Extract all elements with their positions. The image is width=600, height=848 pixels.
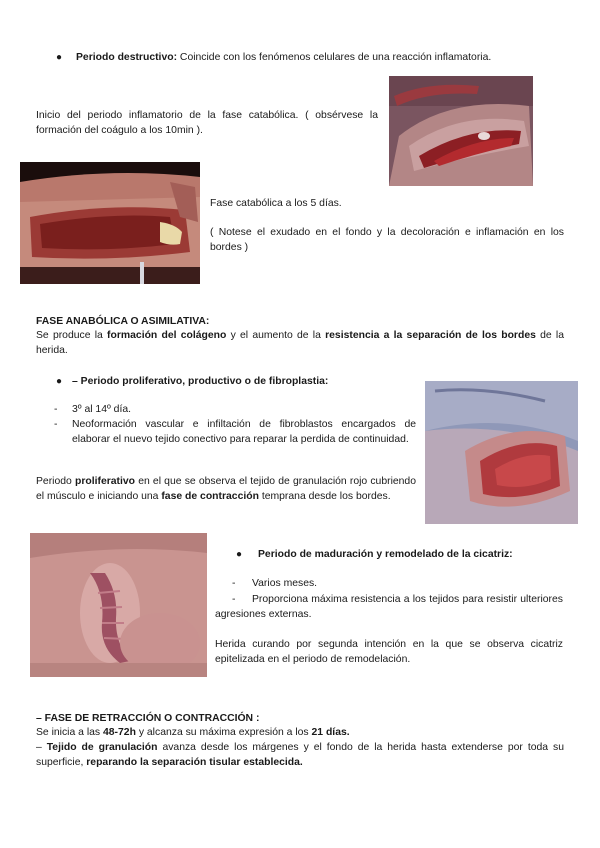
proliferative-caption bbox=[36, 474, 416, 504]
scar-photo bbox=[30, 533, 207, 677]
bullet-icon: ● bbox=[236, 549, 243, 560]
bullet-icon: ● bbox=[56, 52, 63, 63]
anabolic-paragraph bbox=[36, 328, 564, 358]
proliferative-caption-text3: temprana desde los bordes. bbox=[258, 491, 391, 502]
proliferative-caption-bold-contraction: fase de contracción bbox=[161, 491, 259, 502]
anabolic-p1-bold-resistance: resistencia a la separación de los bordes bbox=[325, 330, 536, 341]
anabolic-p1-text3: de la herida. bbox=[36, 330, 564, 356]
retraction-l2-bold-repair: reparando la separación tisular establecida. bbox=[86, 757, 303, 768]
maturation-item-1: Varios meses. bbox=[252, 578, 318, 589]
anabolic-p1-bold-collagen: formación del colágeno bbox=[107, 330, 227, 341]
inicio-inflammatory-text: Inicio del periodo inflamatorio de la fase catabólica. ( obsérvese la formación del coágulo a los 10min ). bbox=[36, 110, 378, 136]
wound-photo-10min bbox=[389, 76, 533, 186]
retraction-line-1 bbox=[36, 725, 564, 740]
destructive-period-title: Periodo destructivo: bbox=[76, 52, 178, 63]
proliferative-item-2: Neoformación vascular e infiltación de fibroblastos encargados de elaborar el nuevo tejido conectivo para reparar la perdida de continuidad. bbox=[72, 419, 416, 445]
retraction-l2-bold-granulation: Tejido de granulación bbox=[46, 742, 158, 753]
anabolic-heading: FASE ANABÓLICA O ASIMILATIVA: bbox=[36, 316, 210, 327]
destructive-period-text: Coincide con los fenómenos celulares de una reacción inflamatoria. bbox=[177, 52, 492, 63]
retraction-heading: – FASE DE RETRACCIÓN O CONTRACCIÓN : bbox=[36, 713, 260, 724]
maturation-title: Periodo de maduración y remodelado de la cicatriz: bbox=[258, 549, 513, 560]
retraction-paragraph-2 bbox=[36, 740, 564, 770]
dash-icon: - bbox=[54, 419, 58, 430]
proliferative-caption-text2: en el que se observa el tejido de granulación rojo cubriendo el músculo e iniciando una bbox=[36, 476, 416, 502]
anabolic-p1-text: Se produce la bbox=[36, 330, 108, 341]
notese-caption: ( Notese el exudado en el fondo y la decoloración e inflamación en los bordes ) bbox=[210, 227, 564, 253]
retraction-l2-text: avanza desde los márgenes y el fondo de la herida hasta extenderse por toda su superficie, bbox=[36, 742, 564, 768]
retraction-dash: – bbox=[36, 742, 47, 753]
granulation-photo bbox=[425, 381, 578, 524]
maturation-caption: Herida curando por segunda intención en la que se observa cicatriz epitelizada en el periodo de remodelación. bbox=[215, 639, 563, 665]
retraction-l1-bold-hours: 48-72h bbox=[103, 727, 136, 738]
proliferative-item-1: 3º al 14º día. bbox=[72, 404, 132, 415]
dash-icon: - bbox=[232, 578, 236, 589]
retraction-l1-text: Se inicia a las bbox=[36, 727, 103, 738]
fase-5-dias-caption: Fase catabólica a los 5 días. bbox=[210, 198, 342, 209]
anabolic-p1-text2: y el aumento de la bbox=[226, 330, 326, 341]
proliferative-caption-text: Periodo bbox=[36, 476, 75, 487]
destructive-period-line bbox=[76, 50, 576, 65]
bullet-icon: ● bbox=[56, 376, 63, 387]
maturation-item-2: Proporciona máxima resistencia a los tejidos para resistir ulteriores agresiones externas. bbox=[215, 594, 563, 620]
wound-photo-5days bbox=[20, 162, 200, 284]
dash-icon: - bbox=[54, 404, 58, 415]
dash-icon: - bbox=[232, 594, 236, 605]
proliferative-caption-bold: proliferativo bbox=[74, 476, 136, 487]
retraction-l1-bold-days: 21 días. bbox=[311, 727, 350, 738]
proliferative-title: – Periodo proliferativo, productivo o de fibroplastia: bbox=[72, 376, 329, 387]
retraction-l1-text2: y alcanza su máxima expresión a los bbox=[135, 727, 312, 738]
